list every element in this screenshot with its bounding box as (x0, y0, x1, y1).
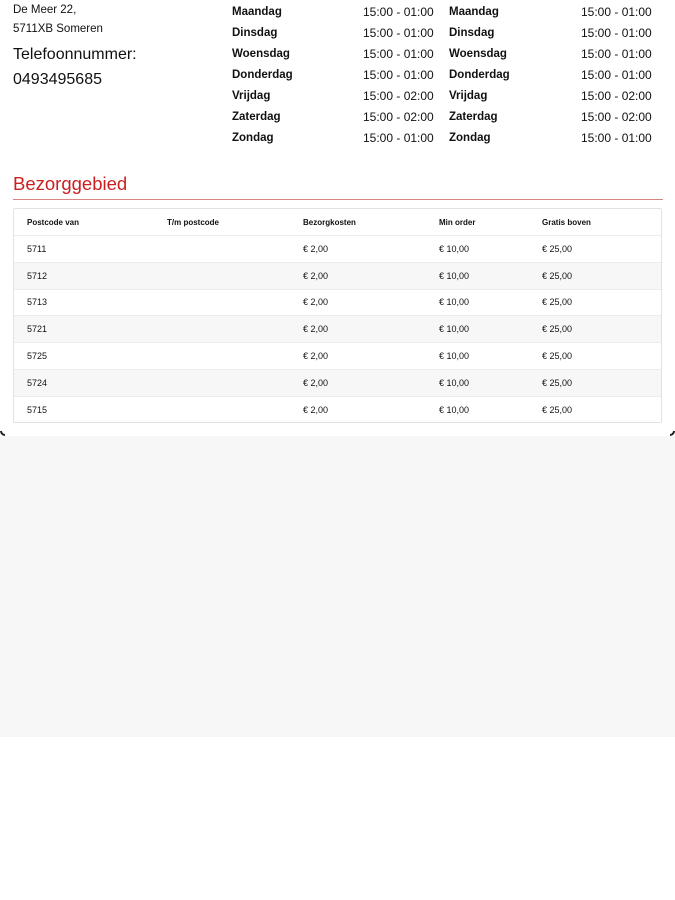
column-header-postcode-to: T/m postcode (167, 217, 220, 227)
cell-postcode-from: 5725 (27, 351, 48, 362)
hours-day: Woensdag (232, 48, 290, 60)
hours-day: Donderdag (232, 69, 293, 81)
table-row (14, 236, 661, 263)
hours-day: Vrijdag (232, 90, 271, 102)
hours-time: 15:00 - 01:00 (363, 131, 434, 145)
cell-delivery-cost: € 2,00 (303, 270, 329, 281)
delivery-area-title: Bezorggebied (13, 173, 128, 194)
hours-row (232, 107, 442, 128)
hours-time: 15:00 - 01:00 (363, 26, 434, 40)
cell-free-above: € 25,00 (542, 243, 573, 254)
column-header-free-above: Gratis boven (542, 217, 591, 227)
cell-postcode-from: 5724 (27, 377, 48, 388)
hours-time: 15:00 - 01:00 (581, 47, 652, 61)
section-divider (13, 199, 663, 200)
hours-row (449, 86, 664, 107)
cell-delivery-cost: € 2,00 (303, 297, 329, 308)
cell-delivery-cost: € 2,00 (303, 377, 329, 388)
cell-free-above: € 25,00 (542, 405, 573, 416)
hours-time: 15:00 - 01:00 (363, 47, 434, 61)
cell-min-order: € 10,00 (439, 243, 470, 254)
delivery-area-table (13, 208, 662, 423)
hours-row (449, 2, 664, 23)
hours-row (449, 107, 664, 128)
hours-day: Dinsdag (232, 27, 278, 39)
table-row (14, 263, 661, 290)
cell-min-order: € 10,00 (439, 270, 470, 281)
hours-day: Zondag (449, 132, 491, 144)
cell-postcode-from: 5715 (27, 405, 48, 416)
hours-row (449, 128, 664, 149)
table-row (14, 290, 661, 317)
table-row (14, 316, 661, 343)
cell-min-order: € 10,00 (439, 297, 470, 308)
page-background-area (0, 436, 675, 737)
hours-day: Maandag (232, 6, 282, 18)
restaurant-info-card (0, 0, 675, 436)
cell-min-order: € 10,00 (439, 377, 470, 388)
table-header-row (14, 209, 661, 236)
column-header-min-order: Min order (439, 217, 476, 227)
table-row (14, 343, 661, 370)
hours-time: 15:00 - 02:00 (581, 110, 652, 124)
hours-day: Maandag (449, 6, 499, 18)
cell-min-order: € 10,00 (439, 351, 470, 362)
hours-row (449, 65, 664, 86)
hours-time: 15:00 - 02:00 (581, 89, 652, 103)
address-postcode-city: 5711XB Someren (13, 23, 103, 35)
hours-day: Zondag (232, 132, 274, 144)
hours-day: Vrijdag (449, 90, 488, 102)
address (13, 1, 103, 39)
hours-time: 15:00 - 01:00 (363, 5, 434, 19)
hours-row (232, 86, 442, 107)
cell-free-above: € 25,00 (542, 324, 573, 335)
hours-day: Zaterdag (449, 111, 498, 123)
cell-free-above: € 25,00 (542, 351, 573, 362)
phone-number[interactable]: 0493495685 (13, 71, 102, 88)
hours-time: 15:00 - 01:00 (363, 68, 434, 82)
table-row (14, 370, 661, 397)
hours-row (232, 2, 442, 23)
cell-delivery-cost: € 2,00 (303, 405, 329, 416)
opening-hours-column-a (232, 2, 442, 149)
column-header-delivery-cost: Bezorgkosten (303, 217, 356, 227)
cell-free-above: € 25,00 (542, 297, 573, 308)
hours-time: 15:00 - 01:00 (581, 5, 652, 19)
cell-postcode-from: 5721 (27, 324, 48, 335)
cell-postcode-from: 5713 (27, 297, 48, 308)
hours-row (449, 44, 664, 65)
hours-time: 15:00 - 02:00 (363, 110, 434, 124)
hours-row (449, 23, 664, 44)
cell-free-above: € 25,00 (542, 377, 573, 388)
column-header-postcode-from: Postcode van (27, 217, 80, 227)
hours-day: Donderdag (449, 69, 510, 81)
address-street: De Meer 22, (13, 4, 77, 16)
hours-day: Dinsdag (449, 27, 495, 39)
hours-time: 15:00 - 02:00 (363, 89, 434, 103)
hours-day: Woensdag (449, 48, 507, 60)
cell-min-order: € 10,00 (439, 324, 470, 335)
cell-postcode-from: 5712 (27, 270, 48, 281)
hours-time: 15:00 - 01:00 (581, 131, 652, 145)
cell-postcode-from: 5711 (27, 243, 47, 254)
hours-time: 15:00 - 01:00 (581, 26, 652, 40)
cell-delivery-cost: € 2,00 (303, 351, 329, 362)
cell-min-order: € 10,00 (439, 405, 470, 416)
hours-row (232, 128, 442, 149)
cell-delivery-cost: € 2,00 (303, 324, 329, 335)
hours-row (232, 23, 442, 44)
table-row (14, 397, 661, 424)
hours-day: Zaterdag (232, 111, 281, 123)
hours-time: 15:00 - 01:00 (581, 68, 652, 82)
cell-delivery-cost: € 2,00 (303, 243, 329, 254)
phone-label: Telefoonnummer: (13, 46, 137, 63)
hours-row (232, 44, 442, 65)
hours-row (232, 65, 442, 86)
cell-free-above: € 25,00 (542, 270, 573, 281)
opening-hours-column-b (449, 2, 664, 149)
